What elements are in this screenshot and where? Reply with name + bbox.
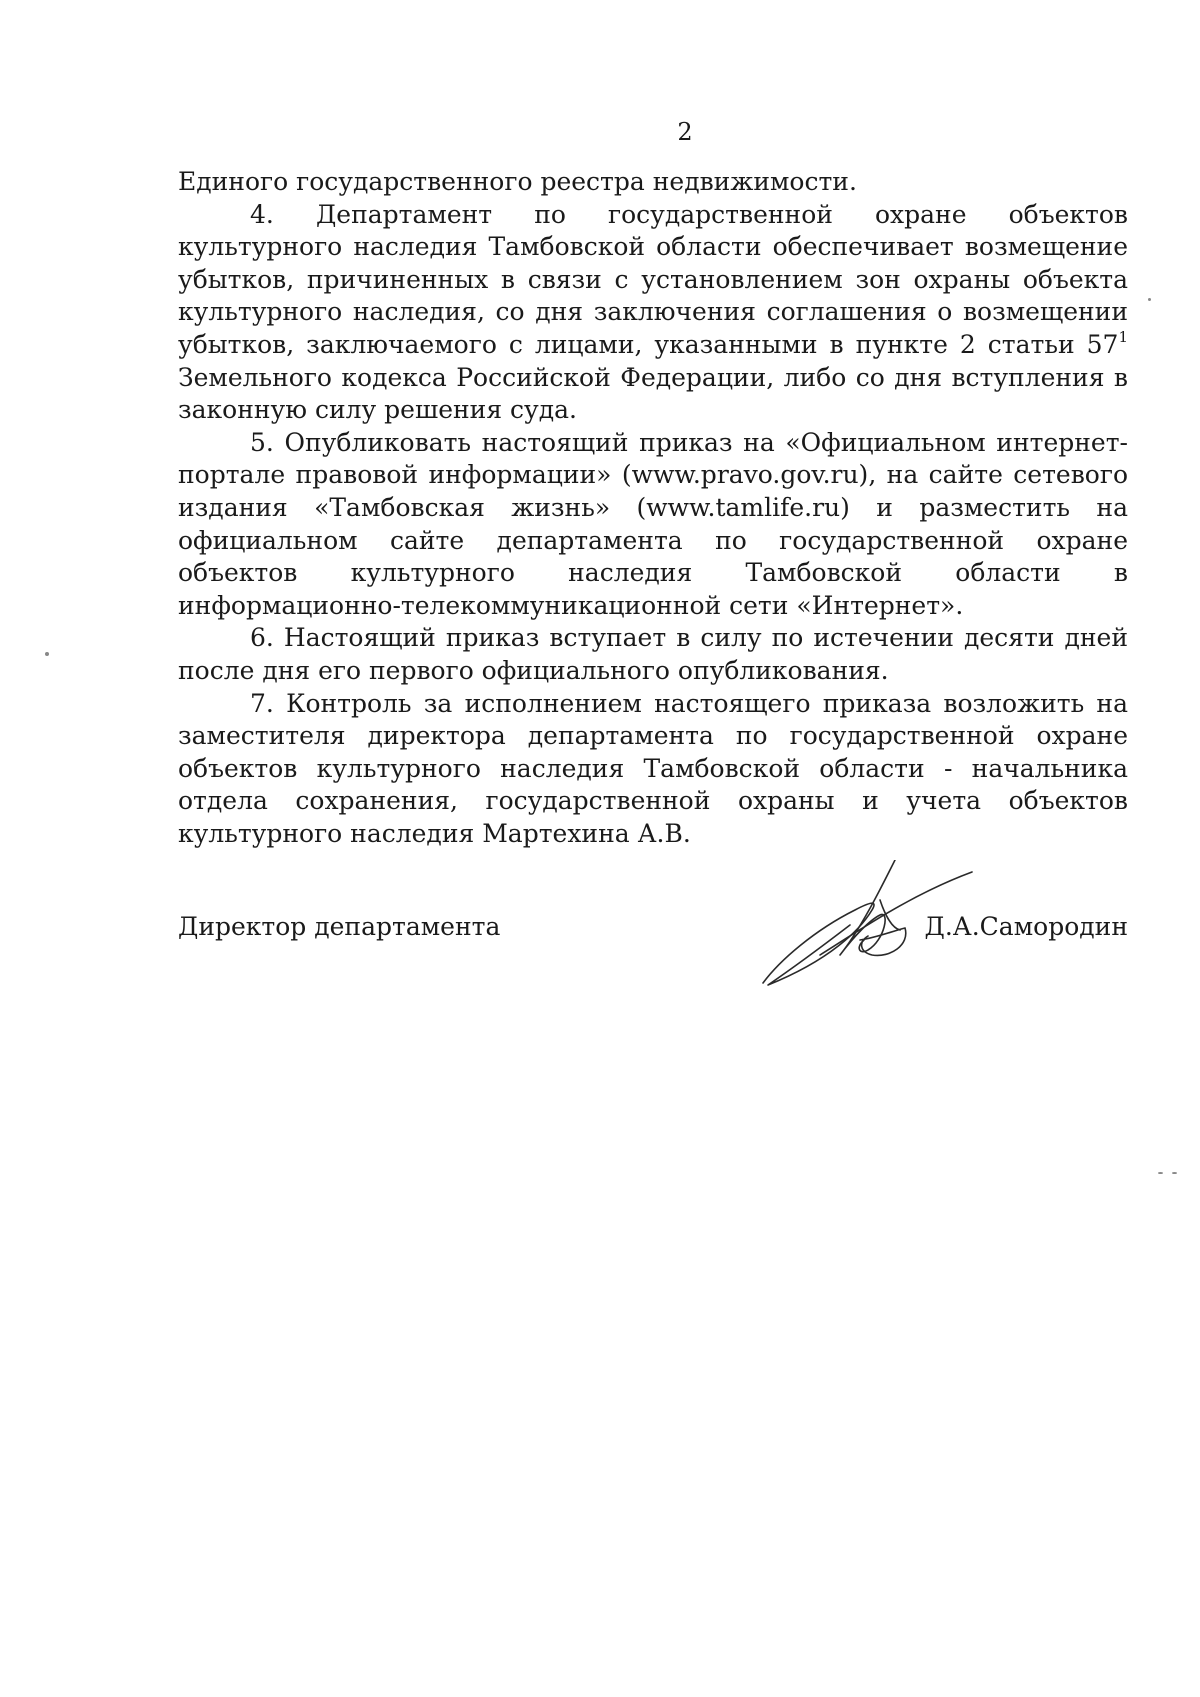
scan-speck (45, 652, 49, 656)
scan-speck (1148, 298, 1151, 301)
scan-speck (1158, 1172, 1163, 1174)
paragraph-4-text-after: Земельного кодекса Российской Федерации, либо со дня вступления в законную силу решения суда. (178, 362, 1128, 425)
paragraph-continuation: Единого государственного реестра недвижимости. (178, 167, 857, 196)
handwritten-signature (760, 860, 980, 990)
signatory-title: Директор департамента (178, 912, 501, 941)
paragraph-4 (178, 199, 1128, 427)
paragraph-5: 5. Опубликовать настоящий приказ на «Официальном интернет-портале правовой информации» (www.pravo.gov.ru), на сайте сетевого издания «Тамбовская жизнь» (www.tamlife.ru) и разместить на официальном сайте департамента по государственной охране объектов культурного наследия Тамбовской области в информационно-телекоммуникационной сети «Интернет». (178, 427, 1128, 620)
paragraph-7: 7. Контроль за исполнением настоящего приказа возложить на заместителя директора департамента по государственной охране объектов культурного наследия Тамбовской области - начальника отдела сохранения, государственной охраны и учета объектов культурного наследия Мартехина А.В. (178, 688, 1128, 848)
page-number: 2 (677, 118, 693, 146)
paragraph-4-text: 4. Департамент по государственной охране объектов культурного наследия Тамбовской области обеспечивает возмещение убытков, причиненных в связи с установлением зон охраны объекта культурного наследия, со дня заключения соглашения о возмещении убытков, заключаемого с лицами, указанными в пункте 2 статьи 57 (178, 199, 1128, 359)
paragraph-6: 6. Настоящий приказ вступает в силу по истечении десяти дней после дня его первого официального опубликования. (178, 623, 1128, 685)
article-superscript: 1 (1118, 327, 1128, 346)
document-body (178, 166, 1128, 850)
signatory-name: Д.А.Самородин (924, 912, 1128, 941)
scan-speck (1172, 1172, 1177, 1174)
